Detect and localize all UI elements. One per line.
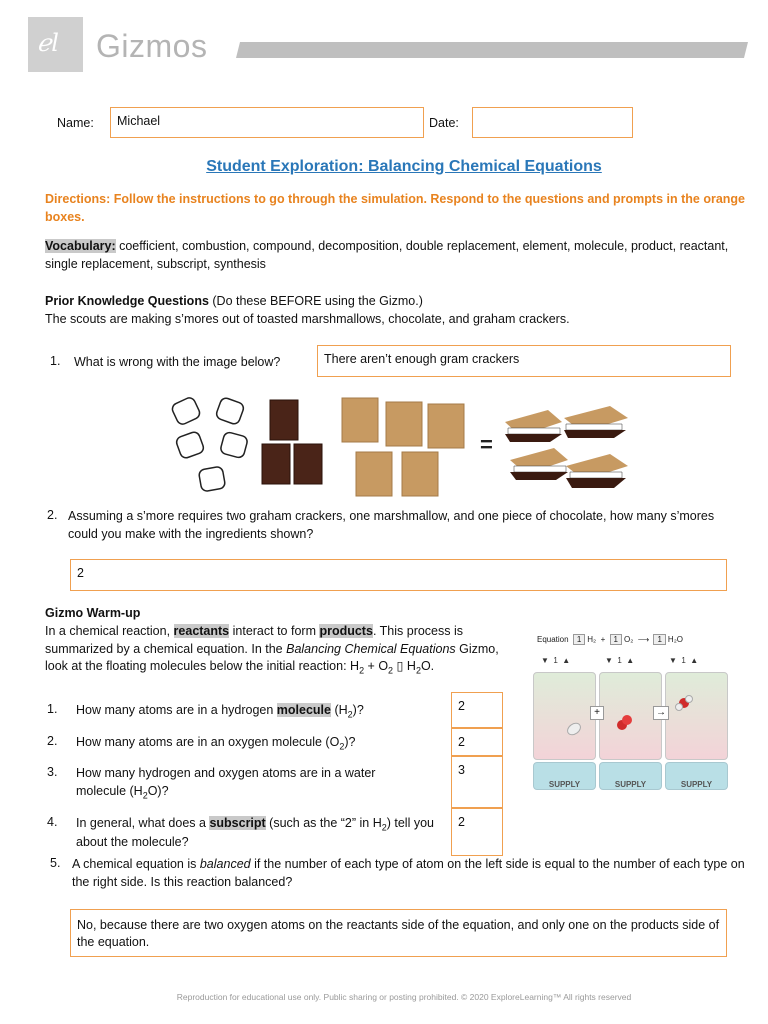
gizmo-panel-1 [533,672,596,760]
directions-text: Directions: Follow the instructions to go through the simulation. Respond to the questions and prompts in the orange boxes. [45,192,745,224]
warmup-q5-number: 5. [50,856,61,870]
warmup-text-5: + O [364,659,389,673]
q1-number: 1. [50,354,61,368]
marshmallows-icon [170,396,248,492]
balanced-term: balanced [199,857,251,871]
gizmo-control-3-value: 1 [681,656,686,665]
gizmo-equation-row [537,634,683,645]
gizmo-coef-1: 1 [573,634,585,645]
equals-sign: = [480,432,493,457]
name-field[interactable]: Michael [110,107,424,138]
prior-knowledge-heading: Prior Knowledge Questions [45,294,209,308]
warmup-q1-sub: 2 [347,709,353,720]
warmup-q3-text-c: O)? [147,783,169,798]
warmup-q2-number: 2. [47,734,58,748]
gizmo-control-1: ▼ 1 ▲ [541,656,571,665]
warmup-q5-answer-box[interactable]: No, because there are two oxygen atoms on the reactants side of the equation, and only one on the products side of the equation. [70,909,727,957]
warmup-q2-text-a: How many atoms are in an oxygen molecule (O [76,735,340,749]
subscript-term: subscript [209,816,266,830]
warmup-q4-text [76,815,441,852]
header-bar [236,42,748,58]
gizmo-name: Balancing Chemical Equations [286,641,456,656]
arrow-placeholder-glyph: ▯ [396,659,404,673]
warmup-q3-text [76,765,421,802]
gizmo-arrow: ⟶ [637,635,650,644]
prior-knowledge-intro: The scouts are making s’mores out of toasted marshmallows, chocolate, and graham crackers. [45,312,570,326]
gizmo-supply-1: SUPPLY [533,762,596,790]
brand-logo [28,17,83,72]
gizmo-panel-3 [665,672,728,760]
warmup-q4-sub: 2 [381,822,387,833]
smores-illustration [170,392,640,502]
brand-name: Gizmos [96,28,208,64]
subscript-2b: 2 [388,665,394,676]
subscript-2c: 2 [415,665,421,676]
warmup-q1-text [76,702,436,721]
warmup-text-7: H [403,659,416,673]
molecule-term: molecule [276,703,331,717]
gizmo-coef-3: 1 [653,634,665,645]
warmup-q4-text-c: ) tell you about the molecule? [76,816,434,850]
products-term: products [319,624,373,638]
warmup-q5-text-a: A chemical equation is [72,857,200,871]
water-molecule-icon [666,673,729,761]
prior-knowledge-heading-line [45,293,750,311]
gizmo-control-2-value: 1 [617,656,622,665]
page-title: Student Exploration: Balancing Chemical Equations [206,158,602,175]
gizmo-control-2: ▼ 1 ▲ [605,656,635,665]
brand-logo-glyph: ℯl [37,29,59,57]
warmup-q4-number: 4. [47,815,58,829]
copyright-footer: Reproduction for educational use only. Public sharing or posting prohibited. © 2020 ExploreLearning™ All rights reserved [176,992,632,1002]
warmup-q2-sub: 2 [339,741,345,752]
warmup-q3-text-a: How many hydrogen and oxygen atoms are in a water molecule (H [76,766,376,798]
q1-text: What is wrong with the image below? [74,355,281,369]
warmup-q2-text-c: )? [344,735,356,749]
warmup-q2-answer-box[interactable]: 2 [451,728,503,756]
warmup-q3-sub: 2 [142,790,148,800]
q2-answer-box[interactable]: 2 [70,559,727,591]
warmup-text-2: interact to form [229,624,320,638]
warmup-text-3: . This process is summarized by a chemical equation. In the [45,624,464,656]
subscript-2a: 2 [359,665,365,676]
warmup-text-8: O. [420,659,435,673]
gizmo-plus: + [600,635,606,644]
hydrogen-molecule-icon [534,673,597,761]
gizmo-species-3: H₂O [667,635,684,644]
chocolate-icon [262,400,322,484]
vocabulary-text: coefficient, combustion, compound, decomposition, double replacement, element, molecule, product, reactant, single replacement, subscript, synthesis [45,239,729,271]
q2-text: Assuming a s’more requires two graham crackers, one marshmallow, and one piece of chocolate, how many s’mores could you make with the ingredients shown? [68,509,715,541]
gizmo-equation-label: Equation [537,635,569,644]
gizmo-coef-2: 1 [610,634,622,645]
warmup-q1-text-b: (H [330,703,348,717]
warmup-q1-number: 1. [47,702,58,716]
warmup-q1-text-c: )? [352,703,364,717]
q2-number: 2. [47,508,58,522]
reactants-term: reactants [173,624,230,638]
warmup-q2-text [76,734,436,753]
smores-icon [505,406,628,488]
gizmo-supply-3: SUPPLY [665,762,728,790]
warmup-q1-text-a: How many atoms are in a hydrogen [76,703,277,717]
gizmo-species-1: H₂ [587,635,597,644]
warmup-q4-answer-box[interactable]: 2 [451,808,503,856]
vocabulary-label: Vocabulary: [45,239,116,253]
warmup-text-1: In a chemical reaction, [45,624,174,638]
warmup-heading: Gizmo Warm-up [45,606,141,620]
name-label: Name: [57,116,94,130]
graham-crackers-icon [342,398,464,496]
warmup-q1-answer-box[interactable]: 2 [451,692,503,728]
gizmo-arrow-sign: → [653,706,669,720]
warmup-text-4: Gizmo, look at the floating molecules below the initial reaction: H [45,641,499,673]
warmup-q3-number: 3. [47,765,58,779]
date-field[interactable] [472,107,633,138]
warmup-q5-text-b: if the number of each type of atom on the left side is equal to the number of each type on the right side. Is this reaction balanced? [72,857,745,889]
warmup-q4-text-b: (such as the “2” in H [265,816,382,830]
gizmo-control-1-value: 1 [553,656,558,665]
prior-knowledge-note: (Do these BEFORE using the Gizmo.) [208,294,423,308]
gizmo-control-3: ▼ 1 ▲ [669,656,699,665]
date-label: Date: [429,116,459,130]
vocabulary-paragraph [45,238,750,273]
warmup-q5-text [72,856,747,891]
warmup-q4-text-a: In general, what does a [76,816,210,830]
q1-answer-box[interactable]: There aren’t enough gram crackers [317,345,731,377]
warmup-q3-answer-box[interactable]: 3 [451,756,503,808]
warmup-paragraph [45,623,510,677]
gizmo-species-2: O₂ [623,635,634,644]
gizmo-supply-2: SUPPLY [599,762,662,790]
gizmo-simulation-image [533,628,738,793]
gizmo-plus-sign: + [590,706,604,720]
